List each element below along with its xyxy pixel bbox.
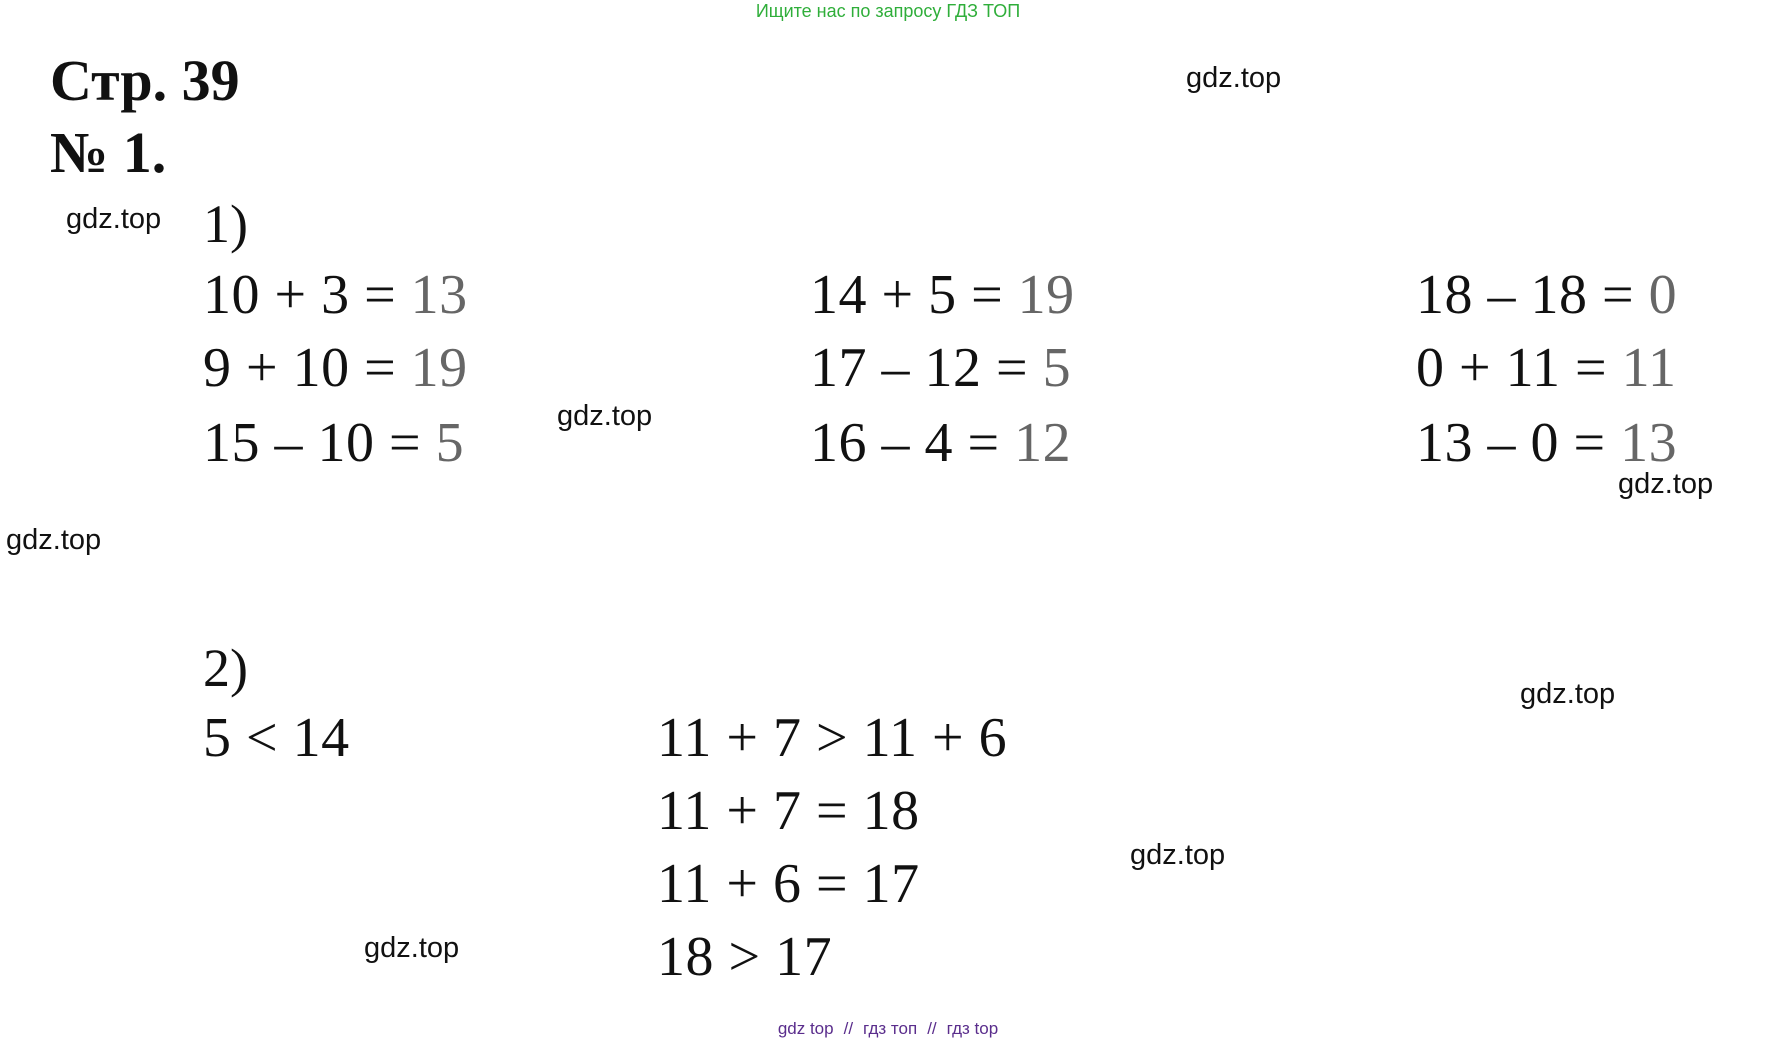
- comparison-line: 11 + 7 > 11 + 6: [657, 707, 1008, 769]
- footer-separator: //: [843, 1019, 854, 1038]
- equation: 10 + 3 = 13: [203, 264, 468, 326]
- equation: 0 + 11 = 11: [1416, 337, 1677, 399]
- equation: 9 + 10 = 19: [203, 337, 468, 399]
- comparison-line: 11 + 6 = 17: [657, 853, 920, 915]
- equation-answer: 5: [1042, 337, 1072, 399]
- equation-answer: 19: [410, 337, 468, 399]
- equation-answer: 19: [1017, 264, 1075, 326]
- equation: 14 + 5 = 19: [810, 264, 1075, 326]
- equation: 13 – 0 = 13: [1416, 412, 1678, 474]
- watermark: gdz.top: [1186, 62, 1282, 94]
- watermark: gdz.top: [557, 400, 653, 432]
- equation-answer: 5: [435, 412, 465, 474]
- footer-separator: //: [927, 1019, 937, 1038]
- page-title: Стр. 39: [50, 48, 240, 113]
- equation-answer: 11: [1621, 337, 1677, 399]
- equation-answer: 0: [1648, 264, 1678, 326]
- watermark: gdz.top: [1520, 678, 1616, 710]
- watermark: gdz.top: [1130, 839, 1226, 871]
- top-banner[interactable]: Ищите нас по запросу ГДЗ ТОП: [755, 1, 1021, 21]
- footer-link-gdz-top-mixed[interactable]: гдз top: [946, 1019, 999, 1038]
- part-1-label: 1): [203, 194, 248, 254]
- watermark: gdz.top: [364, 932, 460, 964]
- comparison-line: 11 + 7 = 18: [657, 780, 920, 842]
- watermark: gdz.top: [6, 524, 102, 556]
- footer-links: [0, 1019, 1776, 1039]
- watermark: gdz.top: [66, 203, 162, 235]
- equation: 15 – 10 = 5: [203, 412, 465, 474]
- task-number: № 1.: [50, 120, 167, 185]
- equation: 17 – 12 = 5: [810, 337, 1072, 399]
- equation-answer: 12: [1014, 412, 1072, 474]
- footer-link-gdz-top[interactable]: gdz top: [777, 1019, 834, 1038]
- equation: 16 – 4 = 12: [810, 412, 1072, 474]
- equation-answer: 13: [1620, 412, 1678, 474]
- comparison-line: 18 > 17: [657, 926, 833, 988]
- equation: 18 – 18 = 0: [1416, 264, 1678, 326]
- watermark: gdz.top: [1618, 468, 1714, 500]
- equation-answer: 13: [410, 264, 468, 326]
- footer-link-gdz-top-ru[interactable]: гдз топ: [863, 1019, 918, 1038]
- comparison: 5 < 14: [203, 707, 350, 769]
- part-2-label: 2): [203, 638, 248, 698]
